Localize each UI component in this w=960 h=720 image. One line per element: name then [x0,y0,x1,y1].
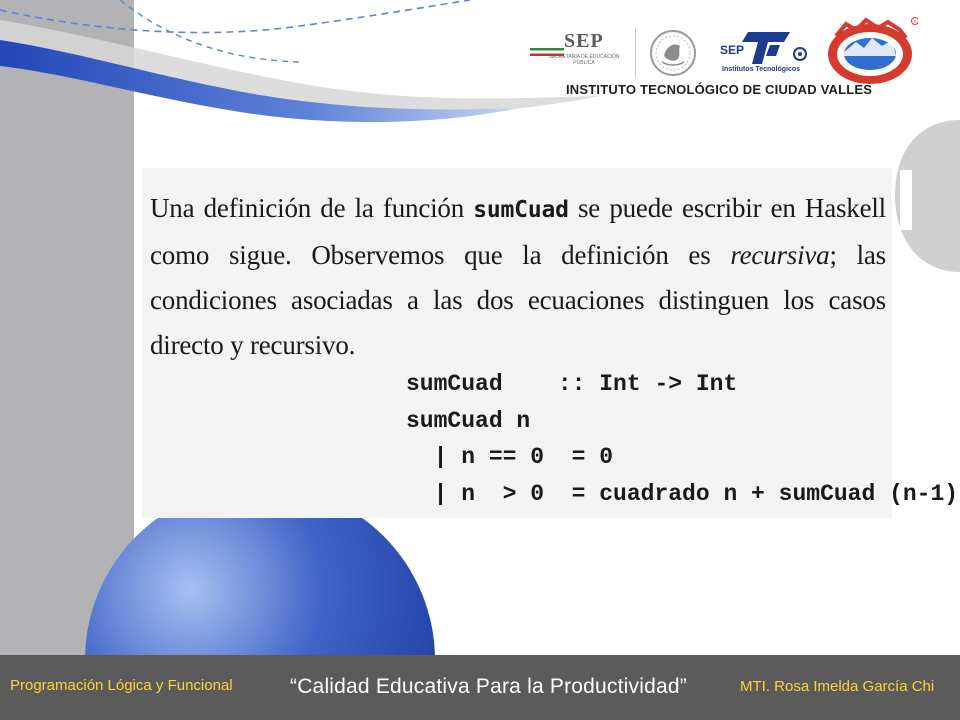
author-name: MTI. Rosa Imelda García Chi [740,678,935,695]
sep-logo-text: SEP [564,30,604,52]
swoosh-dashed-line-1 [0,0,470,33]
code-line: | n > 0 = cuadrado n + sumCuad (n-1) [406,480,959,507]
tecnologicos-logo-subtext: Institutos Tecnológicos [722,66,801,73]
institute-name: INSTITUTO TECNOLÓGICO DE CIUDAD VALLES [566,82,873,97]
paragraph-text-3: ; las condiciones asociadas a las dos ecuaciones distinguen los casos directo y recursivo. [150,240,886,360]
tecnologicos-logo [718,28,818,80]
sep-logo [530,30,622,76]
paragraph-text-1: Una definición de la función [150,193,474,223]
definition-paragraph [150,186,886,368]
institution-motto: “Calidad Educativa Para la Productividad” [290,675,687,698]
content-screenshot [142,168,959,518]
itcv-logo [826,16,918,86]
svg-text:R: R [913,19,917,24]
code-line: sumCuad :: Int -> Int [406,371,738,397]
header-logos [530,16,950,86]
sep-logo-subtext: SECRETARÍA DE EDUCACIÓN PÚBLICA [548,54,620,66]
emphasis-recursiva: recursiva [730,240,830,270]
function-name: sumCuad [473,197,569,223]
haskell-code-block [406,366,958,512]
footer-bar [0,655,960,720]
code-line: sumCuad n [406,407,531,434]
paragraph-text-2: se puede escribir en Haskell como sigue. Observemos que la definición es [150,193,886,270]
code-line: | n == 0 = 0 [406,444,614,470]
mexico-coat-of-arms-seal [648,26,698,80]
svg-text:SEP: SEP [720,43,745,57]
course-title: Programación Lógica y Funcional [10,677,233,694]
logo-divider [635,28,636,78]
grey-arc-cut [900,170,912,230]
